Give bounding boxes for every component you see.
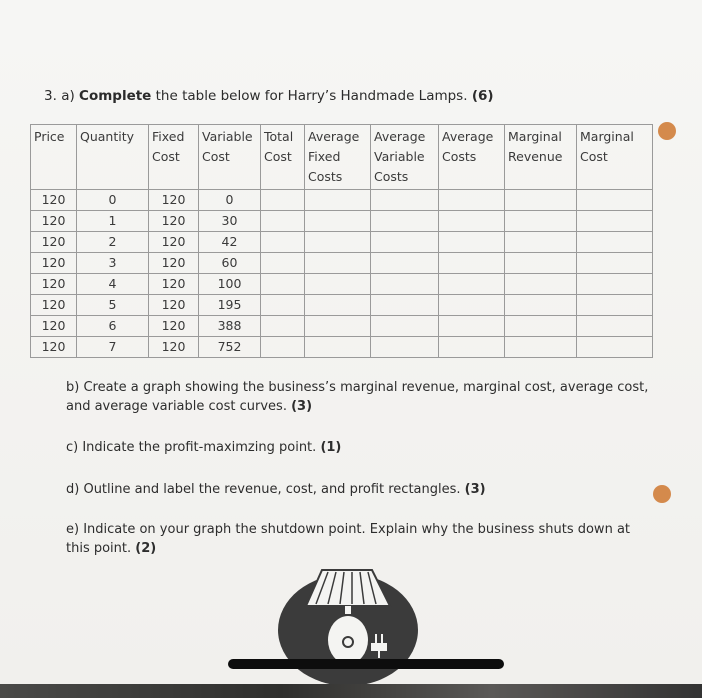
part-d: d) Outline and label the revenue, cost, and profit rectangles. (3) <box>66 482 486 497</box>
table-header-row <box>31 125 653 190</box>
table-cell <box>577 190 653 211</box>
table-cell <box>439 274 505 295</box>
table-cell <box>371 253 439 274</box>
table-cell <box>371 211 439 232</box>
table-cell <box>305 316 371 337</box>
table-cell <box>439 316 505 337</box>
column-header: Quantity <box>77 125 149 190</box>
table-cell <box>505 232 577 253</box>
column-header: Fixed Cost <box>149 125 199 190</box>
question-points: (6) <box>471 88 494 104</box>
table-row <box>31 316 653 337</box>
table-cell: 120 <box>31 190 77 211</box>
table-row <box>31 295 653 316</box>
table-cell: 100 <box>199 274 261 295</box>
table-cell <box>577 337 653 358</box>
table-row <box>31 232 653 253</box>
part-b: b) Create a graph showing the business’s marginal revenue, marginal cost, average cost, and average variable cost curves. (3) <box>66 380 649 414</box>
table-cell <box>439 190 505 211</box>
column-header: Marginal Cost <box>577 125 653 190</box>
column-header: Average Costs <box>439 125 505 190</box>
table-cell <box>577 232 653 253</box>
column-header: Total Cost <box>261 125 305 190</box>
table-cell: 120 <box>31 316 77 337</box>
table-row <box>31 253 653 274</box>
table-cell: 1 <box>77 211 149 232</box>
table-cell <box>305 295 371 316</box>
table-cell <box>371 337 439 358</box>
table-cell: 120 <box>31 253 77 274</box>
table-cell: 195 <box>199 295 261 316</box>
table-cell: 120 <box>149 232 199 253</box>
column-header: Marginal Revenue <box>505 125 577 190</box>
table-cell <box>371 316 439 337</box>
table-cell <box>371 232 439 253</box>
table-cell <box>261 295 305 316</box>
table-cell: 0 <box>77 190 149 211</box>
table-cell <box>577 295 653 316</box>
table-cell <box>505 274 577 295</box>
table-row <box>31 190 653 211</box>
table-cell <box>261 316 305 337</box>
table-cell <box>305 274 371 295</box>
table-cell: 752 <box>199 337 261 358</box>
table-cell <box>439 232 505 253</box>
table-cell <box>371 190 439 211</box>
table-cell <box>261 211 305 232</box>
column-header: Variable Cost <box>199 125 261 190</box>
table-cell <box>577 211 653 232</box>
table-cell: 7 <box>77 337 149 358</box>
table-cell <box>577 316 653 337</box>
table-cell: 120 <box>31 211 77 232</box>
table-cell: 120 <box>31 337 77 358</box>
table-cell: 120 <box>31 232 77 253</box>
table-cell: 388 <box>199 316 261 337</box>
table-cell: 120 <box>149 274 199 295</box>
table-cell: 30 <box>199 211 261 232</box>
table-cell <box>577 253 653 274</box>
table-row <box>31 211 653 232</box>
part-c: c) Indicate the profit-maximzing point. (1) <box>66 440 342 455</box>
table-cell <box>305 190 371 211</box>
table-cell <box>305 337 371 358</box>
table-cell <box>439 253 505 274</box>
table-cell <box>505 316 577 337</box>
table-cell <box>505 253 577 274</box>
table-cell: 120 <box>149 295 199 316</box>
table-cell <box>261 232 305 253</box>
table-cell <box>505 337 577 358</box>
orange-dot-marker <box>658 122 676 140</box>
table-cell <box>261 253 305 274</box>
table-cell: 3 <box>77 253 149 274</box>
question-title: 3. a) Complete the table below for Harry’s Handmade Lamps. (6) <box>44 88 494 104</box>
column-header: Average Variable Costs <box>371 125 439 190</box>
table-cell <box>439 295 505 316</box>
column-header: Price <box>31 125 77 190</box>
bottom-edge-strip <box>0 684 702 698</box>
table-cell <box>505 211 577 232</box>
table-cell <box>305 211 371 232</box>
home-indicator-bar[interactable] <box>228 659 504 669</box>
table-cell <box>261 274 305 295</box>
table-cell: 4 <box>77 274 149 295</box>
table-cell: 120 <box>149 253 199 274</box>
table-cell <box>505 190 577 211</box>
table-cell: 60 <box>199 253 261 274</box>
table-cell <box>439 337 505 358</box>
table-cell: 120 <box>31 274 77 295</box>
column-header: Average Fixed Costs <box>305 125 371 190</box>
table-row <box>31 274 653 295</box>
table-cell: 5 <box>77 295 149 316</box>
table-cell: 120 <box>149 337 199 358</box>
part-e: e) Indicate on your graph the shutdown point. Explain why the business shuts down at this point. (2) <box>66 522 631 556</box>
table-cell: 120 <box>149 190 199 211</box>
question-bold-text: Complete <box>79 88 152 104</box>
table-body <box>31 190 653 358</box>
table-cell <box>505 295 577 316</box>
table-cell: 6 <box>77 316 149 337</box>
table-cell <box>577 274 653 295</box>
table-cell <box>261 190 305 211</box>
table-row <box>31 337 653 358</box>
table-cell <box>261 337 305 358</box>
lamp-neck <box>345 606 351 614</box>
lamp-base <box>328 616 368 664</box>
table-cell: 120 <box>149 316 199 337</box>
table-cell <box>371 274 439 295</box>
table-cell: 0 <box>199 190 261 211</box>
table-cell: 120 <box>149 211 199 232</box>
table-cell <box>305 232 371 253</box>
table-cell <box>371 295 439 316</box>
table-cell <box>439 211 505 232</box>
cost-table <box>30 124 653 358</box>
table-cell: 120 <box>31 295 77 316</box>
table-cell: 2 <box>77 232 149 253</box>
lamp-shade <box>306 570 390 606</box>
table-cell: 42 <box>199 232 261 253</box>
table-cell <box>305 253 371 274</box>
